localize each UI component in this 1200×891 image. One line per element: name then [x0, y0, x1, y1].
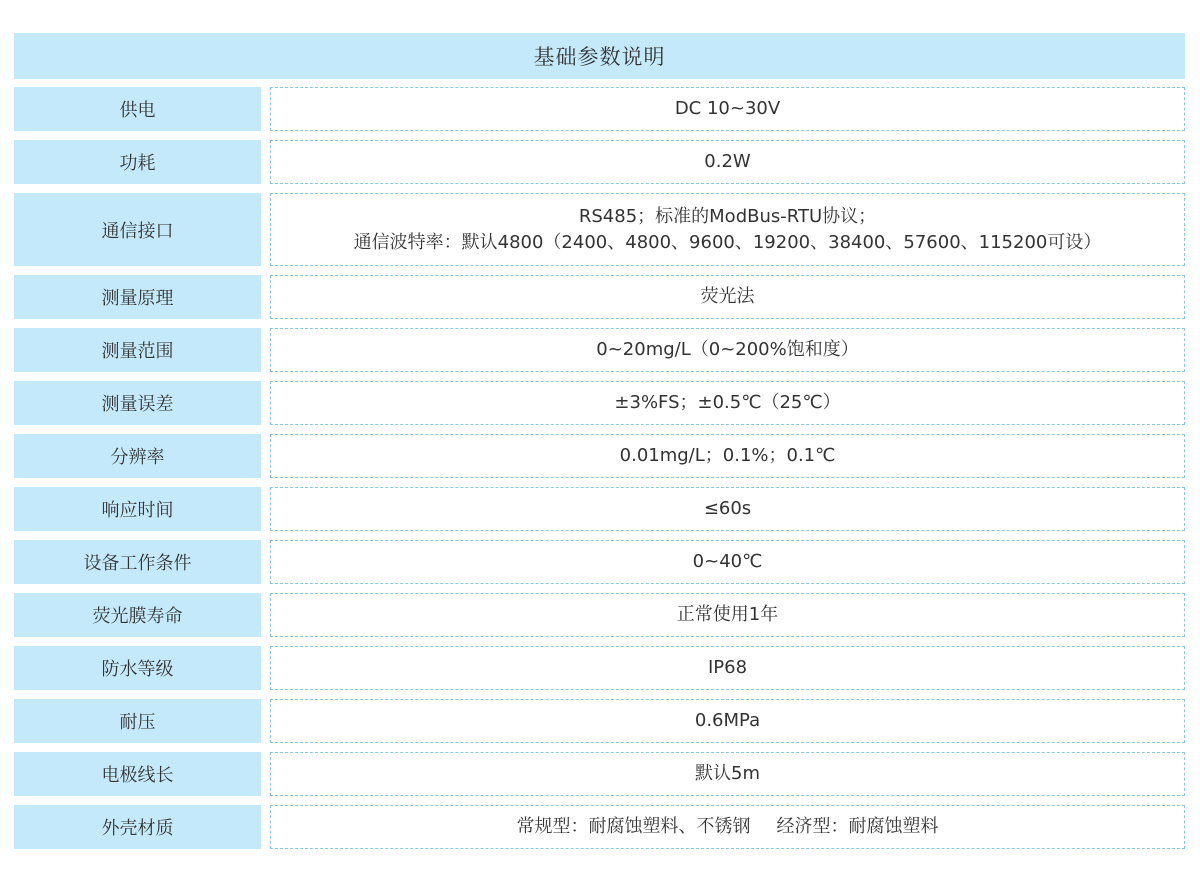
- spec-table: [14, 33, 1185, 858]
- row-label: 测量原理: [14, 275, 261, 319]
- table-row-power-supply: [14, 87, 1185, 131]
- table-row-resolution: [14, 434, 1185, 478]
- row-value-text: 0.01mg/L；0.1%；0.1℃: [619, 445, 836, 466]
- row-label: 响应时间: [14, 487, 261, 531]
- row-value: [270, 434, 1185, 478]
- row-value-text: 0~20mg/L（0~200%饱和度）: [596, 339, 859, 360]
- row-label: 测量范围: [14, 328, 261, 372]
- row-label: 测量误差: [14, 381, 261, 425]
- row-value-text: IP68: [707, 657, 748, 678]
- row-value-text: 默认5m: [695, 763, 760, 784]
- table-row-response-time: [14, 487, 1185, 531]
- row-value: [270, 140, 1185, 184]
- table-row-power-consumption: [14, 140, 1185, 184]
- row-value: [270, 593, 1185, 637]
- row-label: 耐压: [14, 699, 261, 743]
- table-row-membrane-life: [14, 593, 1185, 637]
- row-label: 供电: [14, 87, 261, 131]
- table-row-waterproof-rating: [14, 646, 1185, 690]
- row-label: 分辨率: [14, 434, 261, 478]
- row-value: [270, 699, 1185, 743]
- row-value: [270, 381, 1185, 425]
- row-value-text: ≤60s: [703, 498, 752, 519]
- row-value: [270, 193, 1185, 266]
- row-value: [270, 87, 1185, 131]
- row-value-text-line-2: 通信波特率：默认4800（2400、4800、9600、19200、38400、57600、115200可设）: [353, 231, 1102, 253]
- table-row-housing-material: [14, 805, 1185, 849]
- row-value-text: 正常使用1年: [676, 604, 779, 625]
- row-value-text-standard: 常规型：耐腐蚀塑料、不锈钢: [516, 816, 751, 837]
- row-label: 功耗: [14, 140, 261, 184]
- table-row-measurement-error: [14, 381, 1185, 425]
- row-value-text: 0.2W: [704, 151, 751, 172]
- table-row-communication-interface: [14, 193, 1185, 266]
- row-value: [270, 540, 1185, 584]
- row-value: [270, 275, 1185, 319]
- table-row-pressure-resistance: [14, 699, 1185, 743]
- row-label: 电极线长: [14, 752, 261, 796]
- row-value: [270, 487, 1185, 531]
- row-value-text: ±3%FS；±0.5℃（25℃）: [614, 392, 841, 413]
- row-value-text-line-1: RS485；标准的ModBus-RTU协议；: [578, 205, 877, 227]
- row-label: 防水等级: [14, 646, 261, 690]
- row-value-text: 荧光法: [700, 286, 755, 307]
- row-value: [270, 752, 1185, 796]
- table-row-operating-conditions: [14, 540, 1185, 584]
- row-label: 通信接口: [14, 193, 261, 266]
- row-value: [270, 646, 1185, 690]
- row-value-text: DC 10~30V: [674, 98, 781, 119]
- row-value-text: 0.6MPa: [694, 710, 761, 731]
- table-row-cable-length: [14, 752, 1185, 796]
- spec-rows: [14, 87, 1185, 849]
- row-label: 外壳材质: [14, 805, 261, 849]
- table-title: 基础参数说明: [14, 33, 1185, 79]
- row-value-text: 0~40℃: [692, 551, 763, 572]
- row-label: 荧光膜寿命: [14, 593, 261, 637]
- row-label: 设备工作条件: [14, 540, 261, 584]
- row-value: [270, 805, 1185, 849]
- row-value: [270, 328, 1185, 372]
- row-value-text-economy: 经济型：耐腐蚀塑料: [776, 816, 939, 837]
- table-row-measurement-principle: [14, 275, 1185, 319]
- table-row-measurement-range: [14, 328, 1185, 372]
